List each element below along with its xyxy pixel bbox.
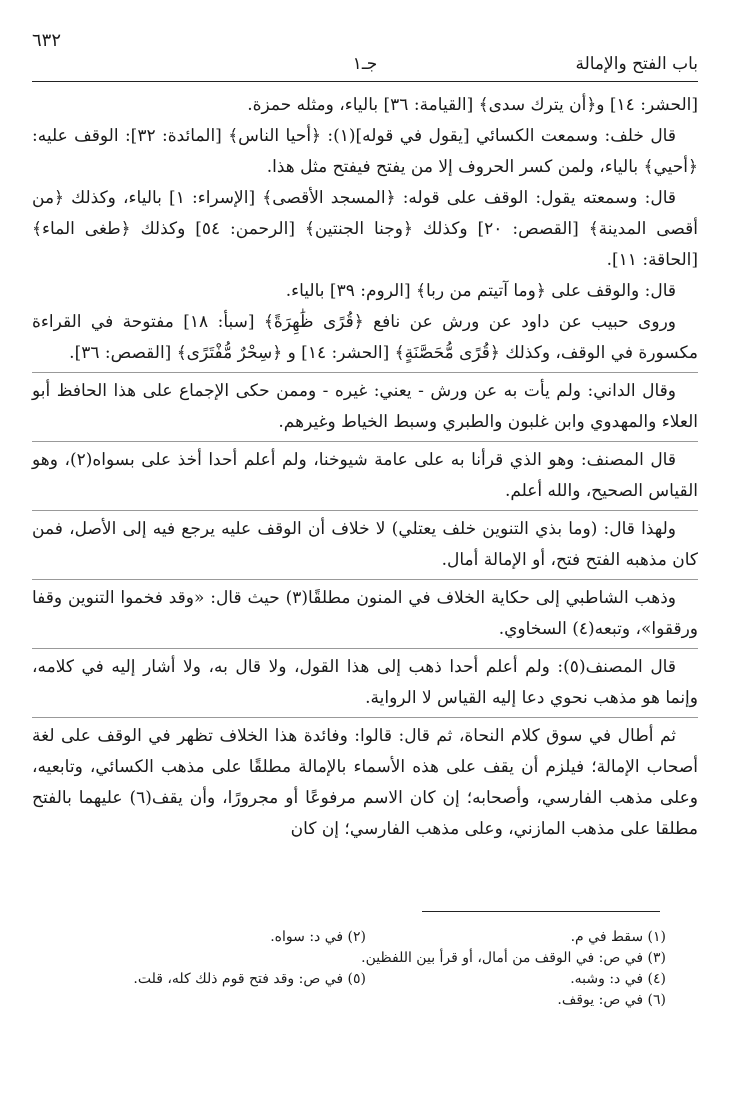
paragraph: قال المصنف: وهو الذي قرأنا به على عامة شيوخنا، ولم أعلم أحدا أخذ على بسواه(٢)، وهو القياس الصحيح، والله أعلم.: [32, 441, 698, 507]
paragraph: قال: وسمعته يقول: الوقف على قوله: ﴿المسجد الأقصى﴾ [الإسراء: ١] بالياء، وكذلك ﴿من أقصى المدينة﴾ [القصص: ٢٠] وكذلك ﴿وجنا الجنتين﴾ [الرحمن: ٥٤] وكذلك ﴿طغى الماء﴾ [الحاقة: ١١].: [32, 188, 698, 270]
header-rule: [32, 81, 698, 82]
paragraph: قال خلف: وسمعت الكسائي [يقول في قوله](١): ﴿أحيا الناس﴾ [المائدة: ٣٢]: الوقف عليه: ﴿أحيي﴾ بالياء، ولمن كسر الحروف إلا من يفتح فيفتح مثل هذا.: [32, 126, 698, 177]
paragraph: قال: والوقف على ﴿وما آتيتم من ربا﴾ [الروم: ٣٩] بالياء.: [285, 281, 676, 301]
footnote: (٥) في ص: وقد فتح قوم ذلك كله، قلت.: [133, 971, 366, 987]
footnote: (٢) في د: سواه.: [270, 929, 366, 945]
footnote-row: [46, 948, 666, 969]
footnote-row: [46, 990, 666, 1011]
paragraph: وقال الداني: ولم يأت به عن ورش - يعني: غيره - وممن حكى الإجماع على هذا الحافظ أبو العلاء والمهدوي وابن غلبون والطبري وسبط الخياط وغيرهم.: [32, 372, 698, 438]
footnote: (١) سقط في م.: [570, 929, 666, 945]
footnote: (٣) في ص: في الوقف من أمال، أو قرأ بين اللفظين.: [361, 950, 666, 966]
footnote-row: [46, 969, 666, 990]
footnote-rule: [422, 911, 660, 912]
footnote: (٤) في د: وشبه.: [570, 971, 666, 987]
chapter-title: باب الفتح والإمالة: [575, 54, 698, 74]
main-text: [32, 90, 698, 845]
paragraph: قال المصنف(٥): ولم أعلم أحدا ذهب إلى هذا القول، ولا قال به، ولا أشار إليه في كلامه، وإنما هو مذهب نحوي دعا إليه القياس لا الرواية.: [32, 648, 698, 714]
paragraph: وروى حبيب عن داود عن ورش عن نافع ﴿قُرًى ظَٰهِرَةً﴾ [سبأ: ١٨] مفتوحة في القراءة مكسورة في الوقف، وكذلك ﴿قُرًى مُّحَصَّنَةٍ﴾ [الحشر: ١٤] و ﴿سِحْرٌ مُّفْتَرًى﴾ [القصص: ٣٦].: [32, 312, 698, 363]
volume-label: جـ١: [352, 54, 378, 74]
paragraph: ثم أطال في سوق كلام النحاة، ثم قال: قالوا: وفائدة هذا الخلاف تظهر في الوقف على لغة أصحاب الإمالة؛ فيلزم أن يقف على هذه الأسماء بالإمالة مطلقًا على مذهب الكسائي، وتابعيه، وعلى مذهب الفارسي، وأصحابه؛ إن كان الاسم مرفوعًا أو مجرورًا، وأن يقف(٦) عليهما بالفتح مطلقا على مذهب المازني، وعلى مذهب الفارسي؛ إن كان: [32, 717, 698, 845]
page-number: ٦٣٢: [32, 30, 62, 51]
footnote-row: [46, 927, 666, 948]
paragraph: [الحشر: ١٤] و﴿أن يترك سدى﴾ [القيامة: ٣٦] بالياء، ومثله حمزة.: [247, 95, 698, 115]
paragraph: ولهذا قال: (وما بذي التنوين خلف يعتلي) لا خلاف أن الوقف عليه يرجع فيه إلى الأصل، فمن كان مذهبه الفتح فتح، أو الإمالة أمال.: [32, 510, 698, 576]
footnotes: [46, 927, 666, 1011]
footnote: (٦) في ص: يوقف.: [557, 992, 666, 1008]
paragraph: وذهب الشاطبي إلى حكاية الخلاف في المنون مطلقًا(٣) حيث قال: «وقد فخموا التنوين وقفا ورققوا»، وتبعه(٤) السخاوي.: [32, 579, 698, 645]
page-header: [32, 30, 698, 80]
